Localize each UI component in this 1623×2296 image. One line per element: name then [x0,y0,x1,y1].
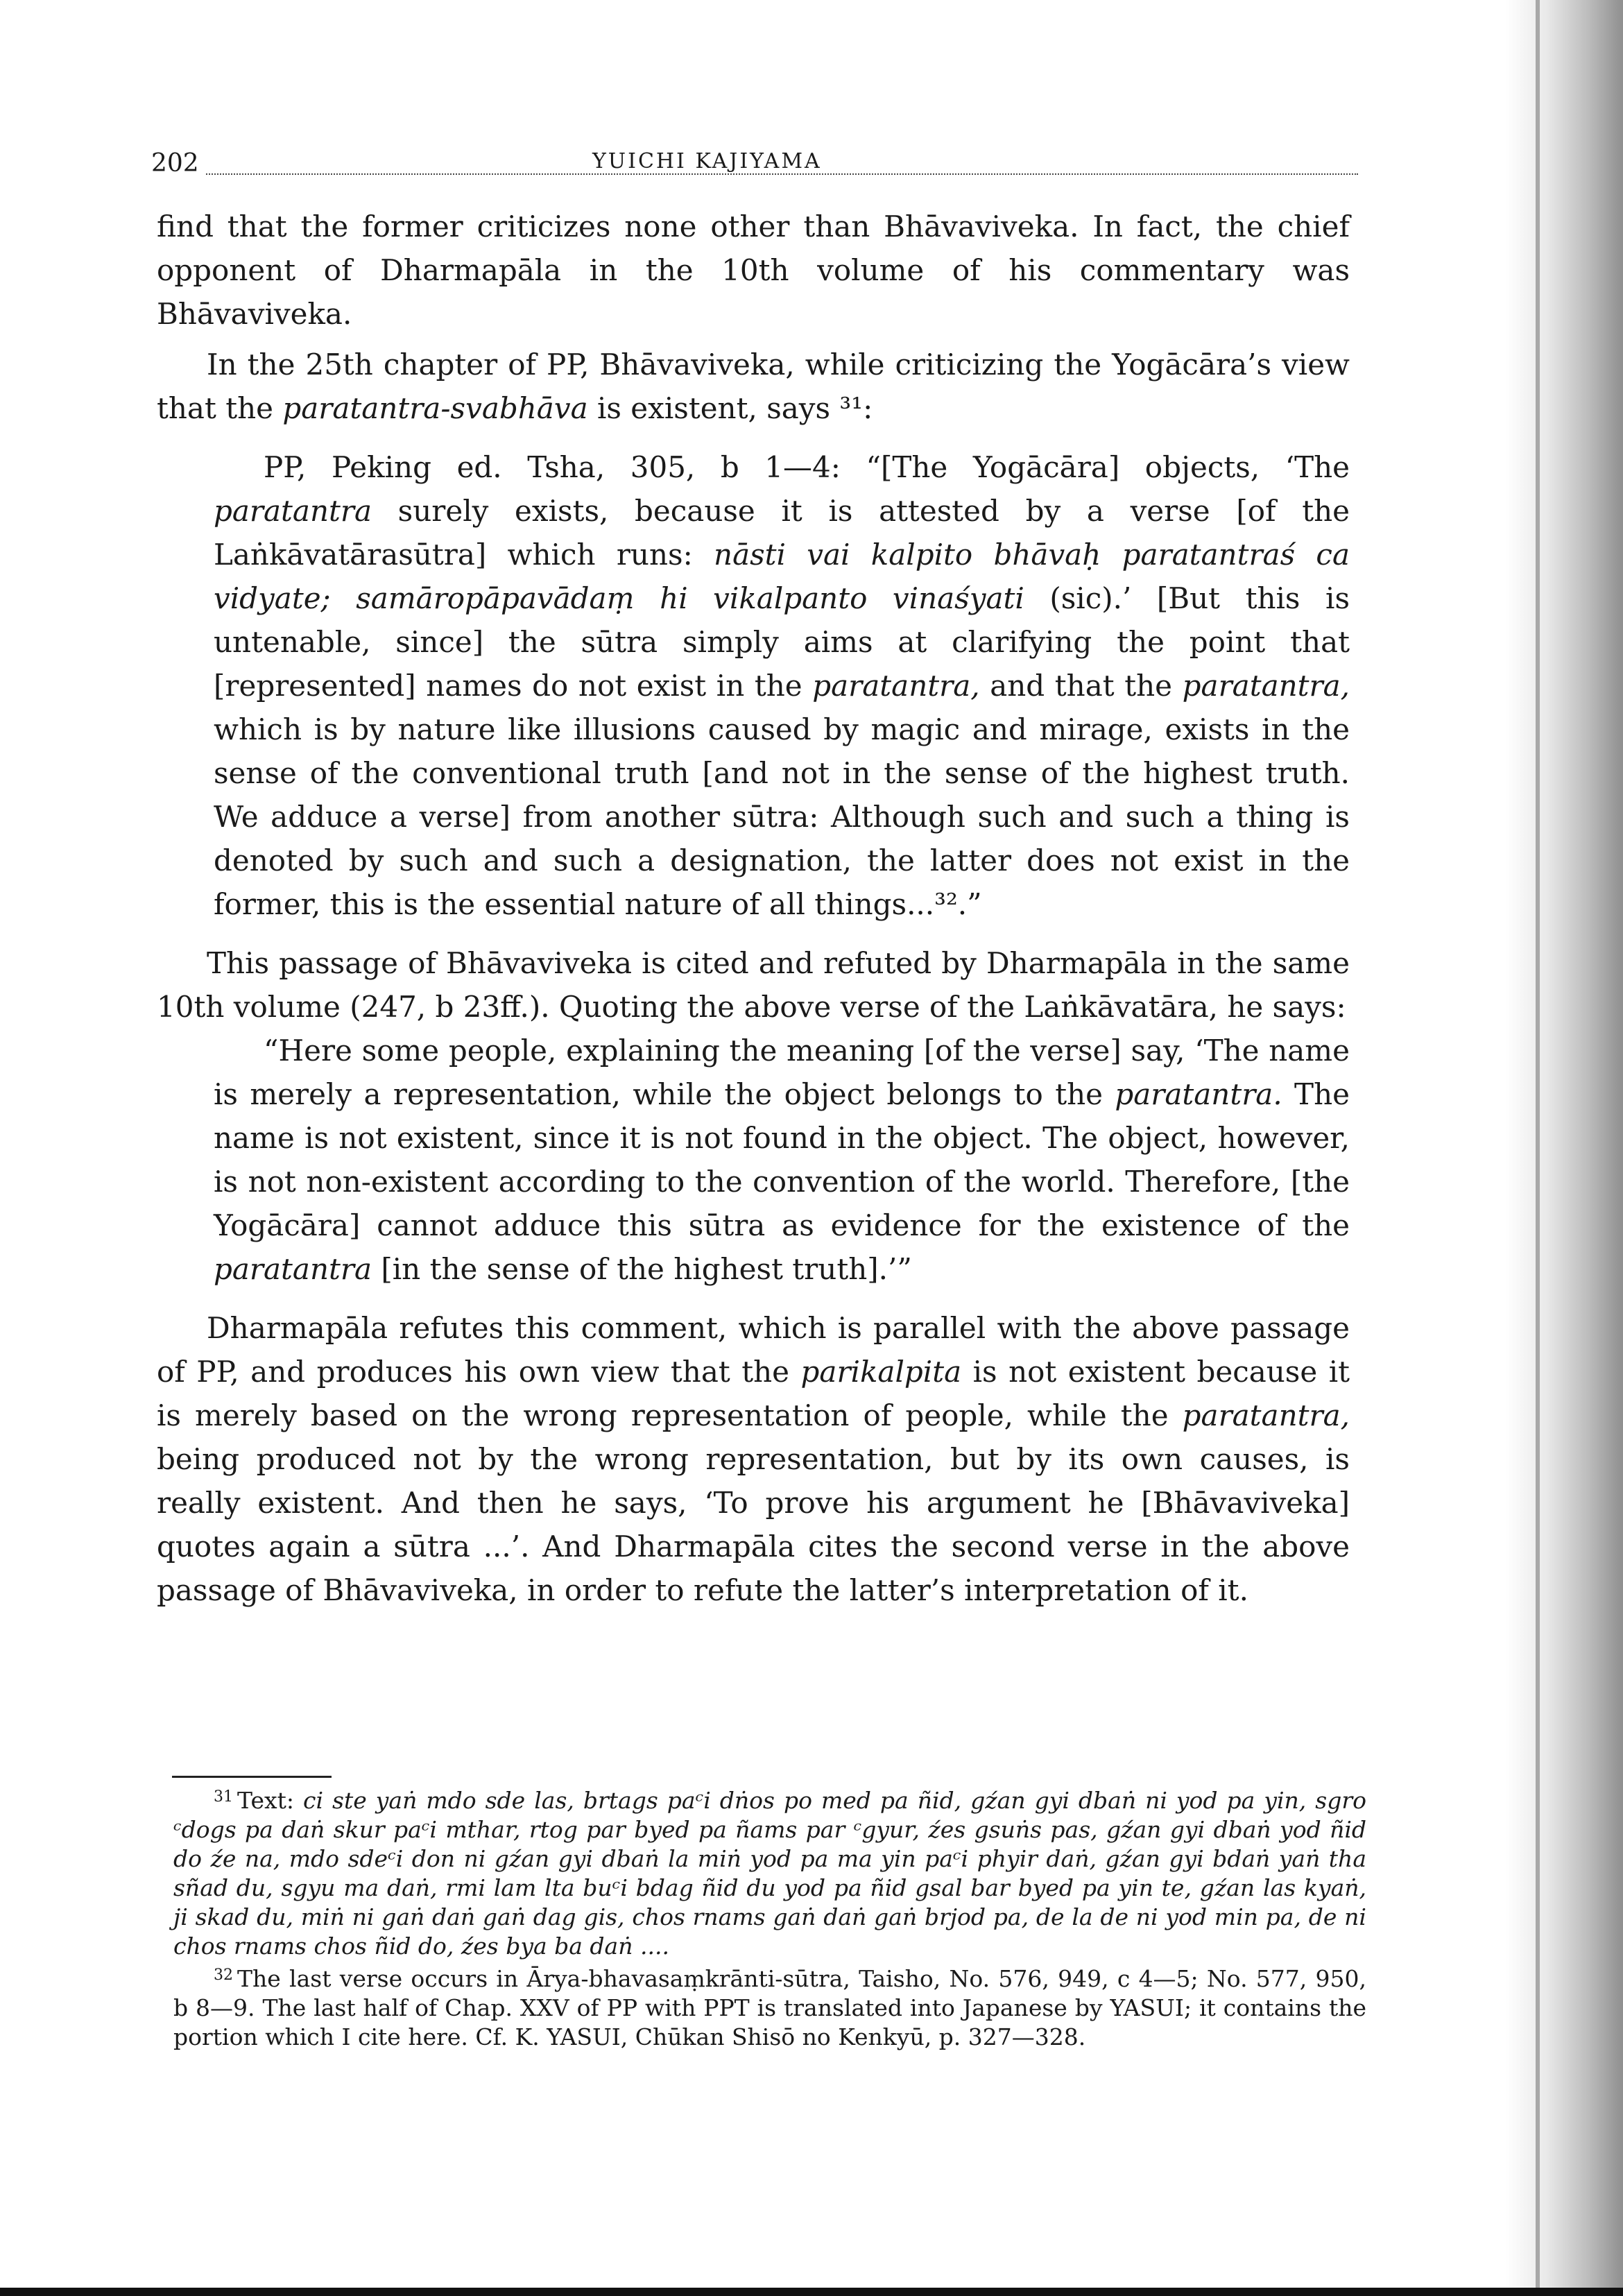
text-run: is not existent because it is merely based on the wrong representation of people, while the [157,1355,1350,1432]
paragraph-pp-chapter [157,343,1350,430]
footnote-number: 31 [214,1788,233,1806]
header-rule [151,173,1358,175]
text-run: PP, Peking ed. Tsha, 305, b 1—4: “[The Yogācāra] objects, ‘The [264,450,1350,484]
text-run: which is by nature like illusions caused by magic and mirage, exists in the sense of the conventional truth [and not in the sense of the highest truth. We adduce a verse] from another sūtra: Although such and such a thing is denoted by such and such a designation, the latter does not exist in the former, this is the essential nature of all things...³².” [214,712,1350,921]
page-edge-line [1536,0,1540,2296]
block-quote-dharmapala [214,1029,1350,1291]
paragraph-passage-cited: This passage of Bhāvaviveka is cited and refuted by Dharmapāla in the same 10th volume (247, b 23ff.). Quoting the above verse of the Laṅkāvatāra, he says: [157,946,1350,1024]
text-run: is existent, says ³¹: [587,391,873,425]
page-header [151,142,1358,177]
text-run: Dharmapāla refutes this comment, which is parallel with the above passage of PP, and produces his own view that the [157,1311,1350,1389]
italic-term: parikalpita [800,1355,962,1389]
italic-term: paratantra. [1115,1077,1282,1111]
footnote-31 [173,1783,1366,1961]
paragraph-refutation [157,1306,1350,1612]
text-run: In the 25th chapter of PP, Bhāvaviveka, while criticizing the Yogācāra’s view that the [157,348,1350,425]
footnote-rule [172,1776,332,1778]
italic-term: paratantra [214,1252,372,1286]
italic-term: paratantra, [1182,669,1350,703]
scan-bottom-border [0,2288,1623,2296]
block-quote-pp [214,445,1350,926]
footnote-text: The last verse occurs in Ārya-bhavasaṃkrānti-sūtra, Taisho, No. 576, 949, c 4—5; No. 577, 950, b 8—9. The last half of Chap. XXV of PP with PPT is translated into Japanese by YASUI; it contains the portion which I cite here. Cf. K. YASUI, Chūkan Shisō no Kenkyū, p. 327—328. [173,1965,1366,2050]
text-run: and that the [979,669,1183,703]
italic-term: paratantra-svabhāva [282,391,588,425]
page-number: 202 [151,149,205,178]
sanskrit-verse: nāsti vai kalpito bhāvaḥ paratantraś ca vidyate; samāropāpavādaṃ hi vikalpanto vinaśyati [214,538,1350,615]
text-run: (sic).’ [But this is untenable, since] the sūtra simply aims at clarifying the point that [represented] names do not exist in the [214,581,1350,703]
main-text [157,205,1350,1612]
italic-term: paratantra [214,494,372,528]
footnote-number: 32 [214,1967,233,1984]
italic-term: paratantra, [812,669,980,703]
text-run: surely exists, because it is attested by a verse [of the Laṅkāvatārasūtra] which runs: [214,494,1350,572]
text-run: [in the sense of the highest truth].’” [372,1252,912,1286]
italic-term: paratantra, [1182,1398,1350,1432]
footnote-tibetan-text: ci ste yaṅ mdo sde las, brtags paᶜi dṅos po med pa ñid, gźan gyi dbaṅ ni yod pa yin, sgro ᶜdogs pa daṅ skur paᶜi mthar, rtog par byed pa ñams par ᶜgyur, źes gsuṅs pas, gźan gyi dbaṅ yod ñid do źe na, mdo sdeᶜi don ni gźan gyi dbaṅ la miṅ yod pa ma yin paᶜi phyir daṅ, gźan gyi bdaṅ yaṅ tha sñad du, sgyu ma daṅ, rmi lam lta buᶜi bdag ñid du yod pa ñid gsal bar byed pa yin te, gźan las kyaṅ, ji skad du, miṅ ni gaṅ daṅ gaṅ dag gis, chos rnams gaṅ daṅ gaṅ brjod pa, de la de ni yod min pa, de ni chos rnams chos ñid do, źes bya ba daṅ .... [173,1787,1366,1960]
footnotes [173,1783,1366,2052]
text-run: being produced not by the wrong representation, but by its own causes, is really existent. And then he says, ‘To prove his argument he [Bhāvaviveka] quotes again a sūtra ...’. And Dharmapāla cites the second verse in the above passage of Bhāvaviveka, in order to refute the latter’s interpretation of it. [157,1442,1350,1607]
text-run: The name is not existent, since it is not found in the object. The object, however, is not non-existent according to the convention of the world. Therefore, [the Yogācāra] cannot adduce this sūtra as evidence for the existence of the [214,1077,1350,1242]
text-run: “Here some people, explaining the meaning [of the verse] say, ‘The name is merely a representation, while the object belongs to the [214,1034,1350,1111]
footnote-32 [173,1961,1366,2052]
page-edge-shadow [1505,0,1623,2296]
paragraph-continuation: find that the former criticizes none other than Bhāvaviveka. In fact, the chief opponent of Dharmapāla in the 10th volume of his commentary was Bhāvaviveka. [157,209,1350,331]
running-head: YUICHI KAJIYAMA [588,149,826,173]
footnote-label: Text: [237,1787,303,1814]
